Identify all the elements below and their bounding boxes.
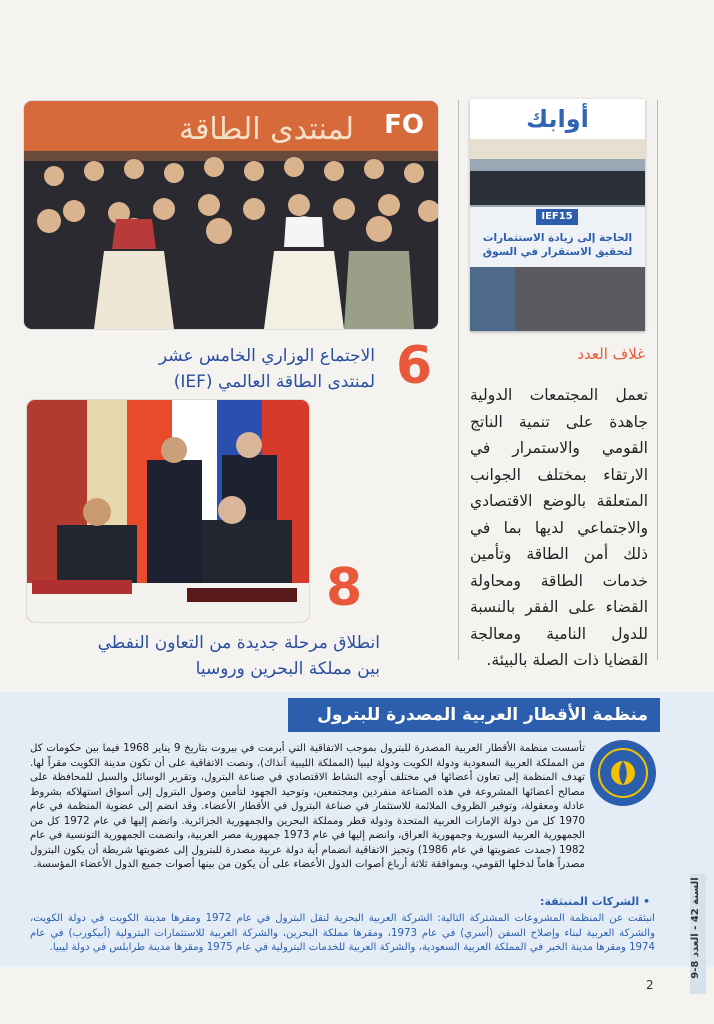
issue-label: السنة 42 - العدد 8-9 (690, 877, 701, 979)
cover-title: أوابك (526, 105, 589, 133)
column-divider (458, 100, 459, 660)
ief-group-photo (24, 101, 438, 329)
cover-description: تعمل المجتمعات الدولية جاهدة على تنمية الناتج القومي والاستمرار في الارتقاء بمختلف الجوانب المتعلقة بالوضع الاقتصادي والاجتماعي لديها بما في ذلك أمن الطاقة وتأمين خدمات الطاقة ومحاولة القضاء على الفقر بالنسبة للدول النامية ومعالجة القضايا ذات الصلة بالبيئة. (470, 386, 648, 669)
oapec-logo-icon (588, 738, 658, 808)
organization-description: تأسست منظمة الأقطار العربية المصدرة للبترول بموجب الاتفاقية التي أبرمت في بيروت بتاريخ 9 يناير 1968 فيما بين حكومات كل من المملكة العربية السعودية ودولة الكويت ودولة ليبيا (المملكة الليبية آنذاك). ونصت الاتفاقية على أن تكون مدينة الكويت مقراً لها. تهدف المنظمة إلى تعاون أعضائها في مختلف أوجه النشاط الاقتصادي في صناعة البترول، وتقرير الوسائل والسبل للمحافظة على مصالح أعضائها المشروعة في هذه الصناعة منفردين ومجتمعين، وتوحيد الجهود لتأمين وصول البترول إلى أسواق استهلاكه بشروط عادلة ومعقولة، وتوفير الظروف الملائمة للاستثمار في صناعة البترول في الأقطار الأعضاء. وقد انضم إلى عضوية المنظمة في عام 1970 كل من دولة الإمارات العربية المتحدة ودولة قطر ومملكة البحرين والجمهورية الجزائرية. وانضم إليها في عام 1972 كل من الجمهورية العربية السورية وجمهورية العراق، وانضم إليها في عام 1973 جمهورية مصر العربية، وانضمت الجمهورية التونسية في عام 1982 (جمدت عضويتها في عام 1986) وتجيز الاتفاقية انضمام أية دولة عربية مصدرة للبترول إلى عضويتها شريطة أن يكون البترول مصدراً هاماً لدخلها القومي، وبموافقة ثلاثة أرباع أصوات الدول الأعضاء على أن يكون من بينها أصوات جميع الدول الأعضاء المؤسسة. (30, 743, 585, 870)
cover-badge: IEF15 (536, 209, 578, 225)
cover-label: غلاف العدد (577, 345, 645, 363)
organization-header: منظمة الأقطار العربية المصدرة للبترول (288, 698, 660, 732)
article-title-line: الاجتماع الوزاري الخامس عشر (158, 346, 375, 366)
magazine-cover[interactable] (470, 99, 645, 331)
bahrain-russia-signing-photo (27, 400, 309, 622)
subsidiaries-description: انبثقت عن المنظمة المشروعات المشتركة التالية: الشركة العربية البحرية لنقل البترول في عام 1972 ومقرها مدينة الكويت في دولة الكويت، والشركة العربية لبناء وإصلاح السفن (أسري) في عام 1973، ومقرها مملكة البحرين، والشركة العربية للاستثمارات البترولية (أبيكورب) في عام 1974 ومقرها مدينة الخبر في المملكة العربية السعودية، والشركة العربية للخدمات البترولية في عام 1975 ومقرها مدينة طرابلس في دولة ليبيا. (30, 913, 655, 953)
article-number-6: 6 (396, 336, 433, 396)
article-number-8: 8 (326, 558, 363, 618)
column-divider-right (657, 100, 658, 660)
banner-text: لمنتدى الطاقة (178, 112, 354, 147)
banner-right-text: FO (384, 110, 424, 140)
page-number: 2 (646, 978, 654, 992)
article-title-line: انطلاق مرحلة جديدة من التعاون النفطي (97, 633, 380, 653)
subsidiaries-heading: • الشركات المنبثقة: (540, 895, 650, 908)
cover-headline: الحاجة إلى زيادة الاستثمارات لتحقيق الاستقرار في السوق (482, 232, 633, 258)
article-title-line: بين مملكة البحرين وروسيا (195, 659, 380, 679)
article-title-ief[interactable] (140, 343, 375, 395)
article-title-bahrain-russia[interactable] (80, 630, 380, 682)
article-title-line: لمنتدى الطاقة العالمي (IEF) (173, 372, 375, 392)
